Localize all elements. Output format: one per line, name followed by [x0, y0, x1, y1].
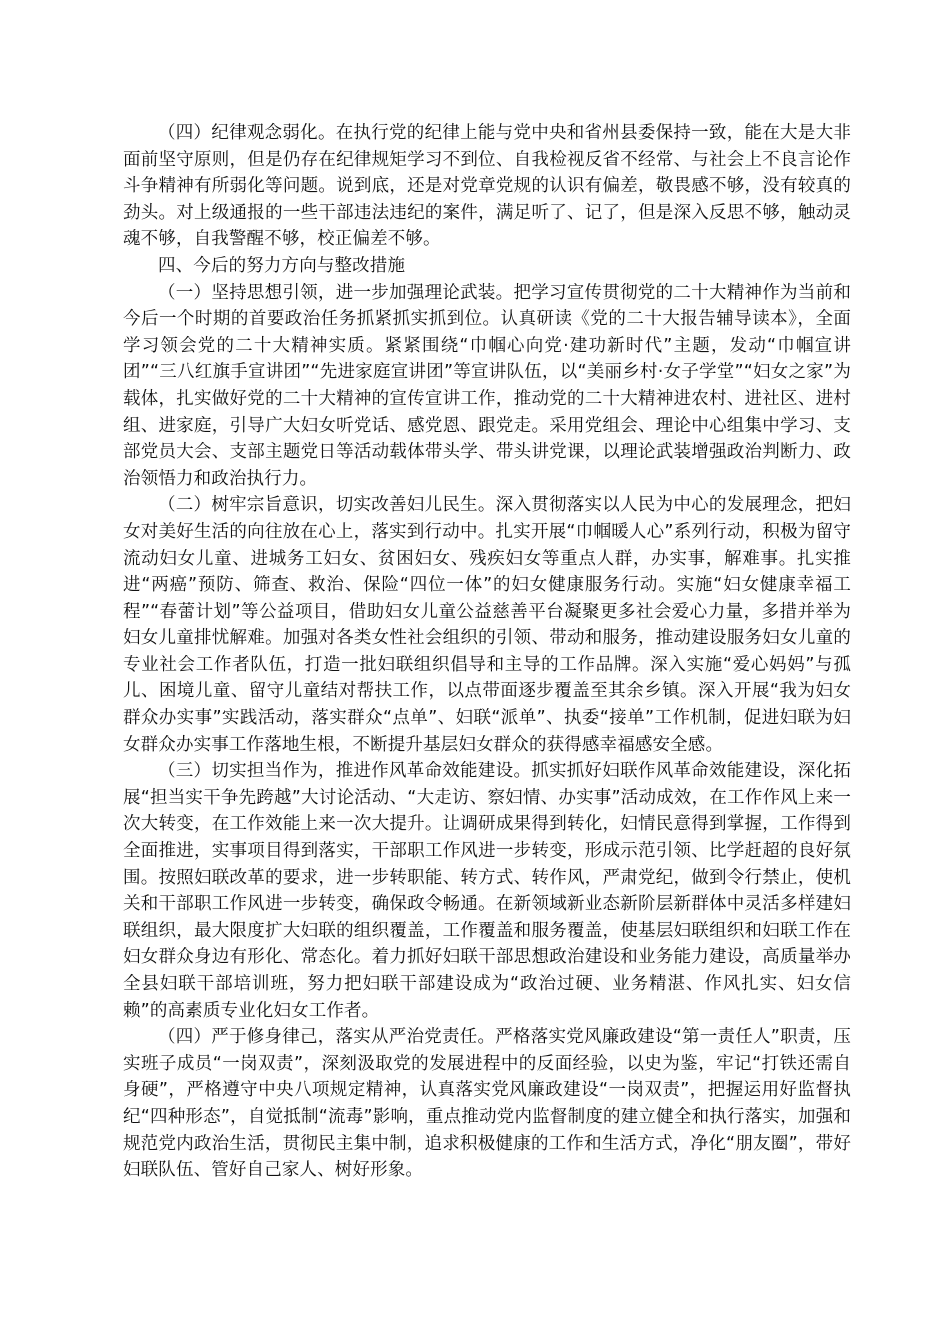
paragraph-self-discipline: （四）严于修身律己，落实从严治党责任。严格落实党风廉政建设“第一责任人”职责，压实班子成员“一岗双责”，深刻汲取党的发展进程中的反面经验，以史为鉴，牢记“打铁还需自身硬”，严格遵守中央八项规定精神，认真落实党风廉政建设“一岗双责”，把握运用好监督执纪“四种形态”，自觉抵制“流毒”影响，重点推动党内监督制度的建立健全和执行落实，加强和规范党内政治生活，贯彻民主集中制，追求积极健康的工作和生活方式，净化“朋友圈”，带好妇联队伍、管好自己家人、树好形象。 [123, 1027, 851, 1181]
paragraph-discipline-weakening: （四）纪律观念弱化。在执行党的纪律上能与党中央和省州县委保持一致，能在大是大非面前坚守原则，但是仍存在纪律规矩学习不到位、自我检视反省不经常、与社会上不良言论作斗争精神有所弱化等问题。说到底，还是对党章党规的认识有偏差，敬畏感不够，没有较真的劲头。对上级通报的一些干部违法违纪的案件，满足听了、记了，但是深入反思不够，触动灵魂不够，自我警醒不够，校正偏差不够。 [123, 123, 851, 250]
document-page [123, 120, 851, 1184]
paragraph-work-style-efficiency: （三）切实担当作为，推进作风革命效能建设。抓实抓好妇联作风革命效能建设，深化拓展“担当实干争先跨越”大讨论活动、“大走访、察妇情、办实事”活动成效，在工作作风上来一次大转变，在工作效能上来一次大提升。让调研成果得到转化，妇情民意得到掌握，工作得到全面推进，实事项目得到落实，干部职工作风进一步转变，形成示范引领、比学赶超的良好氛围。按照妇联改革的要求，进一步转职能、转方式、转作风，严肃党纪，做到令行禁止，使机关和干部职工作风进一步转变，确保政令畅通。在新领域新业态新阶层新群体中灵活多样建妇联组织，最大限度扩大妇联的组织覆盖，工作覆盖和服务覆盖，使基层妇联组织和妇联工作在妇女群众身边有形化、常态化。着力抓好妇联干部思想政治建设和业务能力建设，高质量举办全县妇联干部培训班，努力把妇联干部建设成为“政治过硬、业务精湛、作风扎实、妇女信赖”的高素质专业化妇女工作者。 [123, 761, 851, 1021]
paragraph-purpose-awareness: （二）树牢宗旨意识，切实改善妇儿民生。深入贯彻落实以人民为中心的发展理念，把妇女对美好生活的向往放在心上，落实到行动中。扎实开展“巾帼暖人心”系列行动，积极为留守流动妇女儿童、进城务工妇女、贫困妇女、残疾妇女等重点人群，办实事，解难事。扎实推进“两癌”预防、筛查、救治、保险“四位一体”的妇女健康服务行动。实施“妇女健康幸福工程”“春蕾计划”等公益项目，借助妇女儿童公益慈善平台凝聚更多社会爱心力量，多措并举为妇女儿童排忧解难。加强对各类女性社会组织的引领、带动和服务，推动建设服务妇女儿童的专业社会工作者队伍，打造一批妇联组织倡导和主导的工作品牌。深入实施“爱心妈妈”与孤儿、困境儿童、留守儿童结对帮扶工作，以点带面逐步覆盖至其余乡镇。深入开展“我为妇女群众办实事”实践活动，落实群众“点单”、妇联“派单”、执委“接单”工作机制，促进妇联为妇女群众办实事工作落地生根，不断提升基层妇女群众的获得感幸福感安全感。 [123, 495, 851, 755]
section-heading-improvement-measures: 四、今后的努力方向与整改措施 [158, 255, 406, 276]
paragraph-theory-armament: （一）坚持思想引领，进一步加强理论武装。把学习宣传贯彻党的二十大精神作为当前和今后一个时期的首要政治任务抓紧抓实抓到位。认真研读《党的二十大报告辅导读本》，全面学习领会党的二十大精神实质。紧紧围绕“巾帼心向党·建功新时代”主题，发动“巾帼宣讲团”“三八红旗手宣讲团”“先进家庭宣讲团”等宣讲队伍，以“美丽乡村·女子学堂”“妇女之家”为载体，扎实做好党的二十大精神的宣传宣讲工作，推动党的二十大精神进农村、进社区、进村组、进家庭，引导广大妇女听党话、感党恩、跟党走。采用党组会、理论中心组集中学习、支部党员大会、支部主题党日等活动载体带头学、带头讲党课，以理论武装增强政治判断力、政治领悟力和政治执行力。 [123, 282, 851, 489]
